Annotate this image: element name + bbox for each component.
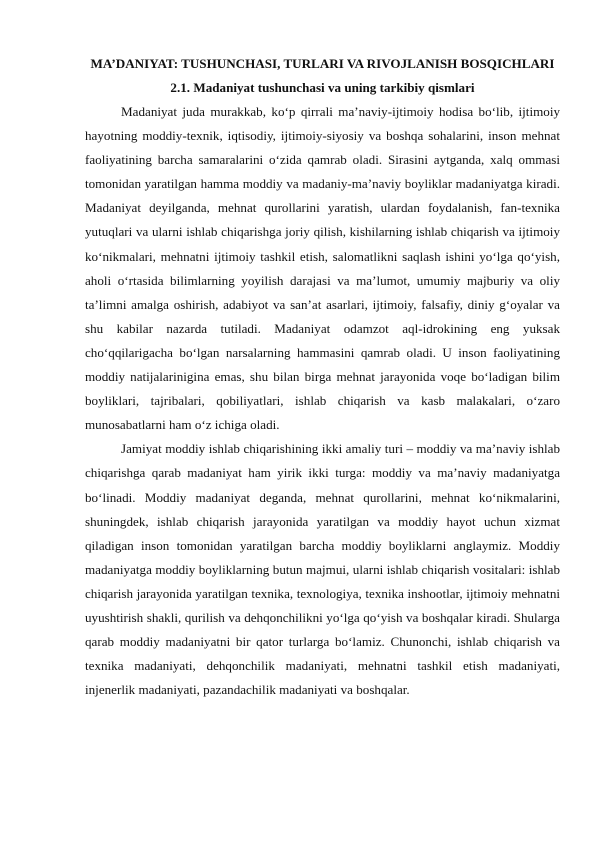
section-heading: 2.1. Madaniyat tushunchasi va uning tarkibiy qismlari	[170, 80, 475, 95]
body-paragraph-1: Madaniyat juda murakkab, ko‘p qirrali ma’naviy-ijtimoiy hodisa bo‘lib, ijtimoiy hayotning moddiy-texnik, iqtisodiy, ijtimoiy-siyosiy va boshqa sohalarini, inson mehnat faoliyatining barcha samaralarini o‘zida qamrab oladi. Sirasini aytganda, xalq ommasi tomonidan yaratilgan hamma moddiy va madaniy-ma’naviy boyliklar madaniyatga kiradi. Madaniyat deyilganda, mehnat qurollarini yaratish, ulardan foydalanish, fan-texnika yutuqlari va ularni ishlab chiqarishga joriy qilish, kishilarning ishlab chiqarish va ijtimoiy ko‘nikmalari, mehnatni ijtimoiy tashkil etish, salomatlikni saqlash ishini yo‘lga qo‘yish, aholi o‘rtasida bilimlarning yoyilish darajasi va ma’lumot, umumiy majburiy va oliy ta’limni amalga oshirish, adabiyot va san’at asarlari, ijtimoiy, falsafiy, diniy g‘oyalar va shu kabilar nazarda tutiladi. Madaniyat odamzot aql-idrokining eng yuksak cho‘qqilarigacha bo‘lgan narsalarning hammasini qamrab oladi. U inson faoliyatining moddiy natijalarinigina emas, shu bilan birga mehnat jarayonida voqe bo‘ladigan bilim boyliklari, tajribalari, qobiliyatlari, ishlab chiqarish va kasb malakalari, o‘zaro munosabatlarni ham o‘z ichiga oladi.	[85, 104, 560, 433]
body-paragraph-2: Jamiyat moddiy ishlab chiqarishining ikki amaliy turi – moddiy va ma’naviy ishlab chiqarishga qarab madaniyat ham yirik ikki turga: moddiy va ma’naviy madaniyatga bo‘linadi. Moddiy madaniyat deganda, mehnat qurollarini, mehnat ko‘nikmalarini, shuningdek, ishlab chiqarish jarayonida yaratilgan va moddiy hayot uchun xizmat qiladigan inson tomonidan yaratilgan barcha moddiy boyliklarni anglaymiz. Moddiy madaniyatga moddiy boyliklarning butun majmui, ularni ishlab chiqarish vositalari: ishlab chiqarish jarayonida yaratilgan texnika, texnologiya, texnika inshootlar, ijtimoiy mehnatni uyushtirish shakli, qurilish va dehqonchilikni yo‘lga qo‘yish va boshqalar kiradi. Shularga qarab moddiy madaniyatni bir qator turlarga bo‘lamiz. Chunonchi, ishlab chiqarish va texnika madaniyati, dehqonchilik madaniyati, mehnatni tashkil etish madaniyati, injenerlik madaniyati, pazandachilik madaniyati va boshqalar.	[85, 441, 560, 698]
page-title: MA’DANIYAT: TUSHUNCHASI, TURLARI VA RIVOJLANISH BOSQICHLARI	[90, 56, 555, 71]
